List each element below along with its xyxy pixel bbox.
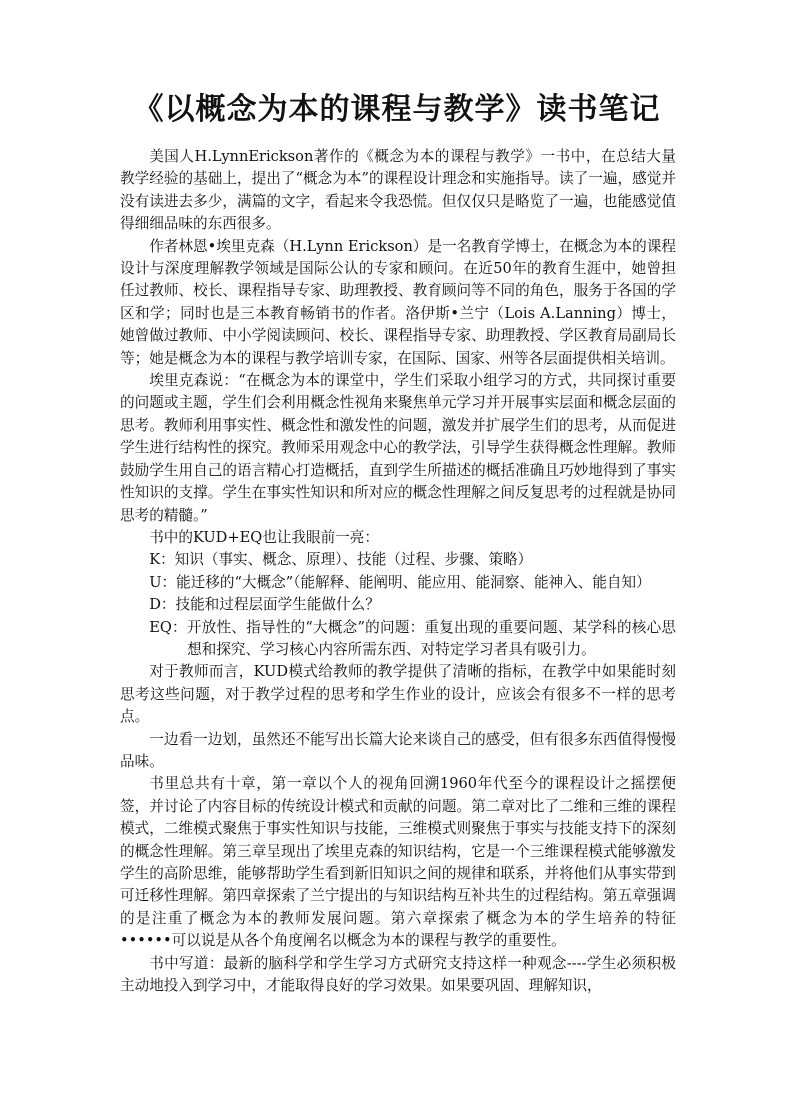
list-item-text: EQ：开放性、指导性的“大概念”的问题：重复出现的重要问题、某学科的核心思想和探究、学习核心内容所需东西、对特定学习者具有吸引力。 <box>149 618 676 658</box>
paragraph-authors: 作者林恩•埃里克森（H.Lynn Erickson）是一名教育学博士，在概念为本的课程设计与深度理解教学领域是国际公认的专家和顾问。在近50年的教育生涯中，她曾担任过教师、校长、课程指导专家、助理教授、教育顾问等不同的角色，服务于各国的学区和学；同时也是三本教育畅销书的作者。洛伊斯•兰宁（Lois A.Lanning）博士，她曾做过教师、中小学阅读顾问、校长、课程指导专家、助理教授、学区教育局副局长等；她是概念为本的课程与教学培训专家，在国际、国家、州等各层面提供相关培训。 <box>120 237 676 367</box>
list-item-u <box>120 572 676 594</box>
document-body <box>120 146 676 997</box>
list-item-text: K：知识（事实、概念、原理）、技能（过程、步骤、策略） <box>149 551 533 569</box>
list-item-k <box>120 549 676 571</box>
document-title: 《以概念为本的课程与教学》读书笔记 <box>133 92 661 127</box>
paragraph-quote: 埃里克森说：“在概念为本的课堂中，学生们采取小组学习的方式，共同探讨重要的问题或主题，学生们会利用概念性视角来聚焦单元学习并开展事实层面和概念层面的思考。教师利用事实性、概念性和激发性的问题，激发并扩展学生们的思考，从而促进学生进行结构性的探究。教师采用观念中心的教学法，引导学生获得概念性理解。教师鼓励学生用自己的语言精心打造概括，直到学生所描述的概括准确且巧妙地得到了事实性知识的支撑。学生在事实性知识和所对应的概念性理解之间反复思考的过程就是协同思考的精髓。” <box>120 372 676 524</box>
list-item-text: U：能迁移的“大概念”（能解释、能阐明、能应用、能洞察、能神入、能自知） <box>149 573 651 591</box>
paragraph-brain-science: 书中写道：最新的脑科学和学生学习方式研究支持这样一种观念----学生必须积极主动地投入到学习中，才能取得良好的学习效果。如果要巩固、理解知识， <box>120 954 676 995</box>
paragraph-reflection: 一边看一边划，虽然还不能写出长篇大论来谈自己的感受，但有很多东西值得慢慢品味。 <box>120 730 676 770</box>
paragraph-kud-intro: 书中的KUD+EQ也让我眼前一亮： <box>149 528 379 546</box>
paragraph-intro: 美国人H.LynnErickson著作的《概念为本的课程与教学》一书中，在总结大量教学经验的基础上，提出了“概念为本”的课程设计理念和实施指导。读了一遍，感觉并没有读进去多少，满篇的文字，看起来令我恐慌。但仅仅只是略览了一遍，也能感觉值得细细品味的东西很多。 <box>120 148 676 233</box>
list-item-eq <box>120 617 676 662</box>
list-item-text: D：技能和过程层面学生能做什么？ <box>149 596 380 614</box>
paragraph-kud-teachers: 对于教师而言，KUD模式给教师的教学提供了清晰的指标，在教学中如果能时刻思考这些问题，对于教学过程的思考和学生作业的设计，应该会有很多不一样的思考点。 <box>120 663 676 726</box>
paragraph-chapters: 书里总共有十章，第一章以个人的视角回溯1960年代至今的课程设计之摇摆便签，并讨论了内容目标的传统设计模式和贡献的问题。第二章对比了二维和三维的课程模式，二维模式聚焦于事实性知识与技能，三维模式则聚焦于事实与技能支持下的深刻的概念性理解。第三章呈现出了埃里克森的知识结构，它是一个三维课程模式能够激发学生的高阶思维，能够帮助学生看到新旧知识之间的规律和联系，并将他们从事实带到可迁移性理解。第四章探索了兰宁提出的与知识结构互补共生的过程结构。第五章强调的是注重了概念为本的教师发展问题。第六章探索了概念为本的学生培养的特征••••••可以说是从各个角度阐名以概念为本的课程与教学的重要性。 <box>120 775 676 950</box>
list-item-d <box>120 594 676 616</box>
